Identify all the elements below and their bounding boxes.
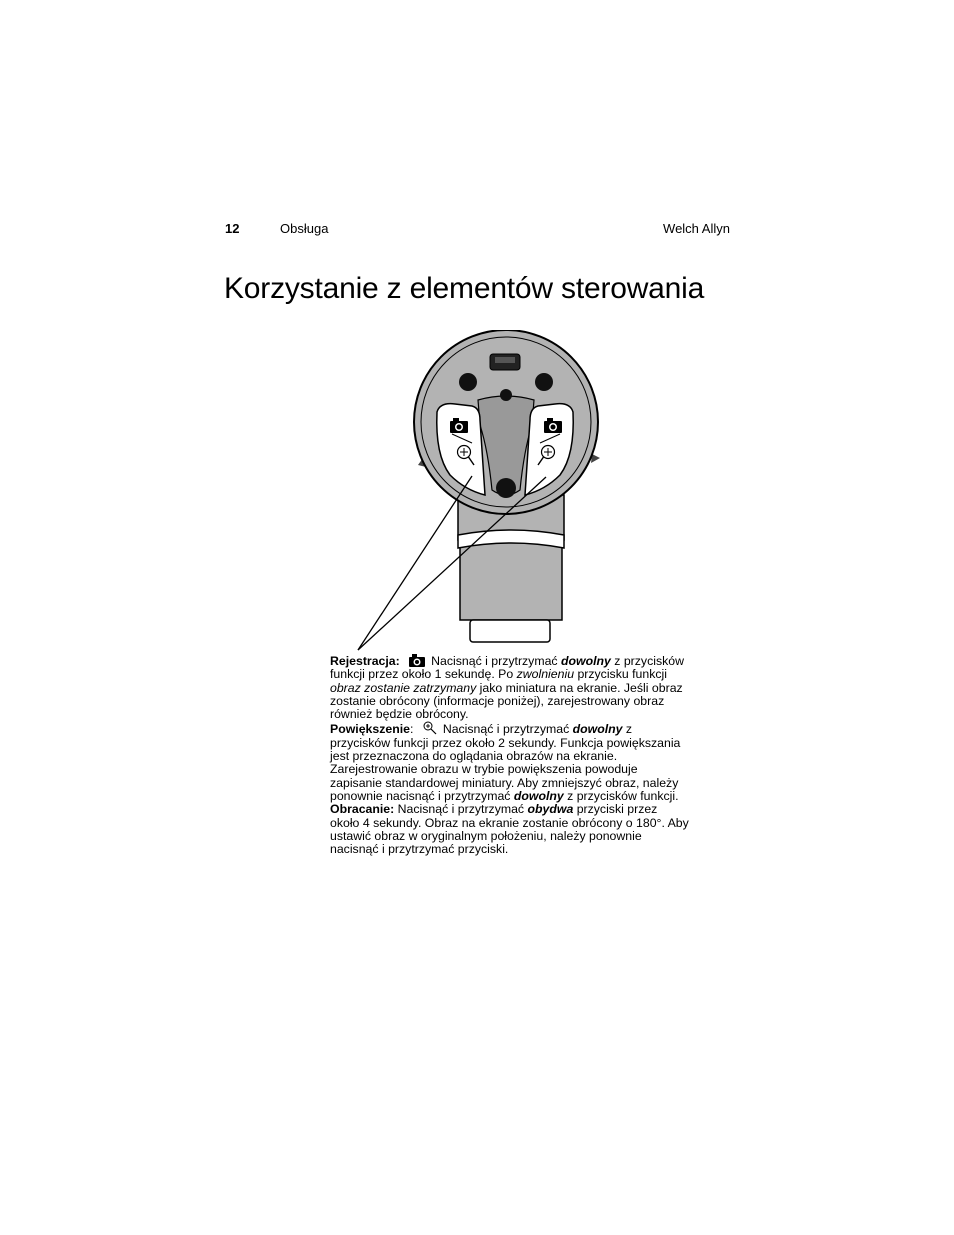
camera-icon	[409, 654, 425, 667]
device-illustration	[340, 330, 620, 660]
zoom-paragraph: Powiększenie: Nacisnąć i przytrzymać dowolny z przycisków funkcji przez około 2 sekundy. Funkcja powiększania jest przeznaczona do oglądania obrazów na ekranie. Zarejestrowanie obrazu w trybie powiększenia powoduje zapisanie standardowej miniatury. Aby zmniejszyć obraz, należy ponownie nacisnąć i przytrzymać dowolny z przycisków funkcji.	[330, 722, 681, 803]
controls-description	[330, 654, 690, 856]
zoom-in-icon	[423, 721, 437, 735]
capture-label: Rejestracja:	[330, 654, 400, 668]
zoom-label: Powiększenie	[330, 722, 410, 737]
page-title: Korzystanie z elementów sterowania	[224, 272, 705, 305]
device-drawing	[340, 330, 620, 660]
page-header	[225, 221, 730, 239]
rotate-paragraph: Obracanie: Nacisnąć i przytrzymać obydwa przyciski przez około 4 sekundy. Obraz na ekranie zostanie obrócony o 180°. Aby ustawić obraz w oryginalnym położeniu, należy ponownie nacisnąć i przytrzymać przyciski.	[330, 802, 689, 857]
rotate-label: Obracanie:	[330, 802, 395, 817]
page-number: 12	[225, 221, 240, 236]
capture-paragraph: Rejestracja: Nacisnąć i przytrzymać dowolny z przycisków funkcji przez około 1 sekundę. Po zwolnieniu przycisku funkcji obraz zostanie zatrzymany jako miniatura na ekranie. Jeśli obraz zostanie obrócony (informacje poniżej), zarejestrowany obraz również będzie obrócony.	[330, 654, 684, 722]
brand-name: Welch Allyn	[663, 221, 730, 236]
section-name: Obsługa	[280, 221, 329, 236]
